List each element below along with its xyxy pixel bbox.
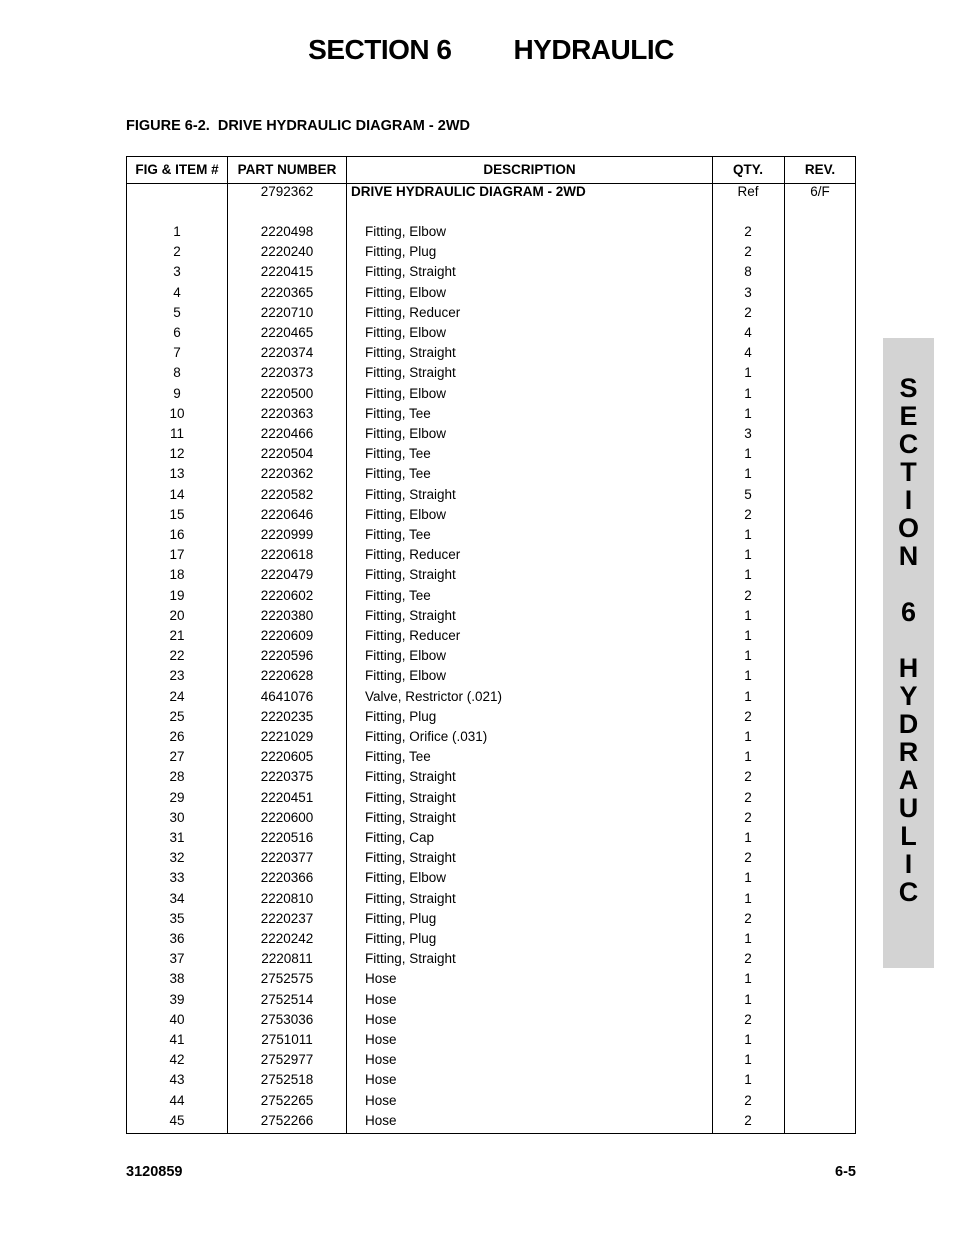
quantity: 2 bbox=[744, 1092, 752, 1108]
item-number: 17 bbox=[169, 547, 185, 563]
quantity: 2 bbox=[744, 910, 752, 926]
description: Fitting, Straight bbox=[365, 264, 456, 280]
table-row bbox=[127, 929, 855, 949]
main-rev: 6/F bbox=[810, 184, 830, 199]
quantity: 2 bbox=[744, 244, 752, 260]
header-part-number: PART NUMBER bbox=[237, 162, 337, 177]
item-number: 6 bbox=[173, 325, 181, 340]
main-description: DRIVE HYDRAULIC DIAGRAM - 2WD bbox=[351, 184, 586, 199]
part-number: 2220582 bbox=[260, 486, 314, 502]
main-qty: Ref bbox=[737, 184, 759, 199]
part-number: 2220618 bbox=[260, 547, 314, 563]
table-row bbox=[127, 262, 855, 282]
table-row bbox=[127, 868, 855, 888]
description: Fitting, Tee bbox=[365, 749, 431, 765]
part-number: 2752575 bbox=[260, 971, 314, 987]
description: Fitting, Straight bbox=[365, 486, 456, 502]
quantity: 4 bbox=[744, 325, 752, 340]
table-row bbox=[127, 1091, 855, 1111]
table-row bbox=[127, 889, 855, 909]
quantity: 2 bbox=[744, 809, 752, 825]
item-number: 37 bbox=[169, 951, 185, 967]
part-number: 2220366 bbox=[260, 870, 314, 886]
description: Fitting, Straight bbox=[365, 809, 456, 825]
item-number: 14 bbox=[169, 486, 185, 502]
part-number: 2220516 bbox=[260, 830, 314, 845]
quantity: 2 bbox=[744, 304, 752, 320]
table-row bbox=[127, 505, 855, 525]
description: Hose bbox=[365, 971, 397, 987]
part-number: 2220363 bbox=[260, 405, 314, 421]
page-title bbox=[0, 34, 954, 66]
quantity: 3 bbox=[744, 426, 752, 441]
part-number: 2220811 bbox=[261, 951, 313, 967]
description: Fitting, Plug bbox=[365, 931, 437, 946]
item-number: 25 bbox=[169, 708, 185, 724]
item-number: 42 bbox=[169, 1052, 185, 1068]
table-row bbox=[127, 424, 855, 444]
section-name: HYDRAULIC bbox=[513, 34, 674, 65]
quantity: 2 bbox=[744, 224, 752, 239]
item-number: 24 bbox=[169, 688, 185, 704]
table-row bbox=[127, 283, 855, 303]
part-number: 2220479 bbox=[260, 567, 314, 583]
part-number: 2220237 bbox=[260, 910, 314, 926]
table-row bbox=[127, 606, 855, 626]
part-number: 2220504 bbox=[260, 446, 314, 462]
description: Fitting, Plug bbox=[365, 244, 437, 260]
quantity: 1 bbox=[744, 991, 752, 1007]
quantity: 4 bbox=[744, 345, 752, 361]
header-qty: QTY. bbox=[732, 162, 763, 177]
quantity: 1 bbox=[744, 931, 752, 946]
table-row bbox=[127, 767, 855, 787]
quantity: 2 bbox=[744, 1011, 752, 1027]
description: Fitting, Straight bbox=[365, 850, 456, 866]
item-number: 8 bbox=[173, 365, 181, 381]
part-number: 2220240 bbox=[260, 244, 314, 260]
table-row bbox=[127, 969, 855, 989]
description: Fitting, Elbow bbox=[365, 870, 447, 886]
table-row bbox=[127, 242, 855, 262]
table-row bbox=[127, 586, 855, 606]
description: Fitting, Elbow bbox=[365, 325, 447, 340]
side-tab-letter: 6 bbox=[900, 597, 917, 627]
item-number: 36 bbox=[169, 931, 185, 946]
table-row bbox=[127, 1050, 855, 1070]
part-number: 2220609 bbox=[260, 628, 314, 643]
table-row bbox=[127, 828, 855, 848]
item-number: 20 bbox=[169, 607, 185, 623]
table-row bbox=[127, 788, 855, 808]
part-number: 2752514 bbox=[260, 991, 314, 1007]
table-row bbox=[127, 687, 855, 707]
side-tab-letter: L bbox=[900, 821, 917, 851]
quantity: 5 bbox=[744, 486, 752, 502]
quantity: 2 bbox=[744, 1112, 752, 1128]
part-number: 2220375 bbox=[260, 769, 314, 785]
item-number: 29 bbox=[169, 789, 185, 805]
item-number: 5 bbox=[173, 304, 181, 320]
item-number: 13 bbox=[169, 466, 185, 482]
quantity: 1 bbox=[744, 385, 752, 401]
table-row bbox=[127, 949, 855, 969]
table-row bbox=[127, 1111, 855, 1131]
side-tab-letter: E bbox=[899, 401, 918, 431]
part-number: 2220596 bbox=[260, 648, 314, 664]
quantity: 1 bbox=[744, 365, 752, 381]
item-number: 18 bbox=[169, 567, 185, 583]
description: Fitting, Straight bbox=[365, 789, 456, 805]
part-number: 2220646 bbox=[260, 506, 314, 522]
part-number: 2220710 bbox=[260, 304, 314, 320]
description: Hose bbox=[365, 1112, 397, 1128]
table-row bbox=[127, 343, 855, 363]
item-number: 32 bbox=[169, 850, 185, 866]
table-row bbox=[127, 747, 855, 767]
part-number: 2220380 bbox=[260, 607, 314, 623]
quantity: 1 bbox=[744, 749, 752, 765]
quantity: 1 bbox=[744, 1072, 752, 1088]
description: Hose bbox=[365, 1011, 397, 1027]
part-number: 2220373 bbox=[260, 365, 314, 381]
quantity: 1 bbox=[744, 1052, 752, 1068]
item-number: 38 bbox=[169, 971, 185, 987]
description: Valve, Restrictor (.021) bbox=[365, 688, 503, 704]
side-tab-letter: Y bbox=[899, 681, 918, 711]
quantity: 1 bbox=[744, 688, 752, 704]
description: Fitting, Elbow bbox=[365, 224, 447, 239]
item-number: 3 bbox=[173, 264, 181, 280]
description: Fitting, Cap bbox=[365, 830, 435, 845]
quantity: 1 bbox=[744, 971, 752, 987]
item-number: 21 bbox=[169, 628, 185, 643]
table-row bbox=[127, 565, 855, 585]
description: Fitting, Straight bbox=[365, 607, 456, 623]
description: Fitting, Tee bbox=[365, 446, 431, 462]
part-number: 2752518 bbox=[260, 1072, 314, 1088]
part-number: 2220242 bbox=[260, 931, 314, 946]
description: Fitting, Plug bbox=[365, 910, 437, 926]
table-row bbox=[127, 384, 855, 404]
part-number: 2220600 bbox=[260, 809, 314, 825]
quantity: 1 bbox=[744, 668, 752, 684]
item-number: 33 bbox=[169, 870, 185, 886]
description: Hose bbox=[365, 991, 397, 1007]
item-number: 12 bbox=[169, 446, 185, 462]
description: Hose bbox=[365, 1092, 397, 1108]
item-number: 2 bbox=[173, 244, 181, 260]
quantity: 1 bbox=[744, 729, 752, 744]
item-number: 45 bbox=[169, 1112, 185, 1128]
item-number: 34 bbox=[169, 890, 185, 906]
header-fig-item: FIG & ITEM # bbox=[135, 162, 219, 177]
quantity: 1 bbox=[744, 446, 752, 462]
parts-table bbox=[126, 156, 856, 1134]
description: Fitting, Plug bbox=[365, 708, 437, 724]
item-number: 4 bbox=[173, 284, 181, 300]
part-number: 2220628 bbox=[260, 668, 314, 684]
table-row bbox=[127, 464, 855, 484]
item-number: 26 bbox=[169, 729, 185, 744]
description: Hose bbox=[365, 1052, 397, 1068]
item-number: 39 bbox=[169, 991, 185, 1007]
section-label: SECTION 6 bbox=[308, 34, 452, 65]
part-number: 2220466 bbox=[260, 426, 314, 441]
description: Fitting, Straight bbox=[365, 769, 456, 785]
table-row bbox=[127, 808, 855, 828]
item-number: 15 bbox=[169, 506, 185, 522]
part-number: 2752265 bbox=[260, 1092, 314, 1108]
quantity: 2 bbox=[744, 850, 752, 866]
part-number: 2753036 bbox=[260, 1011, 314, 1027]
part-number: 2220415 bbox=[260, 264, 314, 280]
description: Fitting, Elbow bbox=[365, 426, 447, 441]
header-rev: REV. bbox=[804, 162, 836, 177]
side-tab-letter: C bbox=[898, 429, 919, 459]
table-row bbox=[127, 545, 855, 565]
item-number: 40 bbox=[169, 1011, 185, 1027]
quantity: 1 bbox=[744, 567, 752, 583]
table-row bbox=[127, 909, 855, 929]
table-row bbox=[127, 323, 855, 343]
table-row bbox=[127, 444, 855, 464]
table-row bbox=[127, 666, 855, 686]
description: Fitting, Straight bbox=[365, 365, 456, 381]
section-side-tab bbox=[883, 338, 934, 968]
quantity: 1 bbox=[744, 1032, 752, 1047]
table-row bbox=[127, 303, 855, 323]
part-number: 2751011 bbox=[261, 1032, 313, 1047]
item-number: 19 bbox=[169, 587, 185, 603]
item-number: 31 bbox=[169, 830, 185, 845]
item-number: 22 bbox=[169, 648, 185, 664]
part-number: 2221029 bbox=[260, 729, 314, 744]
quantity: 2 bbox=[744, 587, 752, 603]
description: Fitting, Elbow bbox=[365, 385, 447, 401]
table-row bbox=[127, 626, 855, 646]
description: Fitting, Elbow bbox=[365, 648, 447, 664]
item-number: 16 bbox=[169, 527, 185, 542]
part-number: 2220602 bbox=[260, 587, 314, 603]
side-tab-letter: O bbox=[897, 513, 919, 543]
part-number: 4641076 bbox=[260, 688, 314, 704]
part-number: 2220235 bbox=[260, 708, 314, 724]
figure-title: FIGURE 6-2. DRIVE HYDRAULIC DIAGRAM - 2WD bbox=[126, 118, 470, 134]
item-number: 10 bbox=[169, 405, 185, 421]
description: Hose bbox=[365, 1032, 397, 1047]
item-number: 28 bbox=[169, 769, 185, 785]
quantity: 1 bbox=[744, 830, 752, 845]
table-row bbox=[127, 848, 855, 868]
side-tab-letter: N bbox=[898, 541, 919, 571]
table-row bbox=[127, 727, 855, 747]
description: Fitting, Elbow bbox=[365, 284, 447, 300]
side-tab-letter: R bbox=[898, 737, 919, 767]
description: Fitting, Reducer bbox=[365, 628, 461, 643]
quantity: 2 bbox=[744, 769, 752, 785]
header-description: DESCRIPTION bbox=[483, 162, 576, 177]
side-tab-letter: A bbox=[898, 765, 919, 795]
quantity: 2 bbox=[744, 506, 752, 522]
part-number: 2220465 bbox=[260, 325, 314, 340]
quantity: 1 bbox=[744, 466, 752, 482]
part-number: 2220365 bbox=[260, 284, 314, 300]
quantity: 1 bbox=[744, 607, 752, 623]
description: Fitting, Straight bbox=[365, 345, 456, 361]
quantity: 2 bbox=[744, 789, 752, 805]
table-row bbox=[127, 646, 855, 666]
description: Fitting, Straight bbox=[365, 951, 456, 967]
table-header bbox=[127, 157, 855, 184]
quantity: 1 bbox=[744, 870, 752, 886]
description: Fitting, Reducer bbox=[365, 304, 461, 320]
item-number: 35 bbox=[169, 910, 185, 926]
side-tab-letter: C bbox=[898, 877, 919, 907]
item-number: 27 bbox=[169, 749, 185, 765]
item-number: 11 bbox=[169, 426, 184, 441]
description: Fitting, Elbow bbox=[365, 506, 447, 522]
part-number: 2752266 bbox=[260, 1112, 314, 1128]
quantity: 2 bbox=[744, 951, 752, 967]
table-row-main bbox=[127, 182, 855, 202]
page-number: 6-5 bbox=[835, 1164, 856, 1180]
quantity: 8 bbox=[744, 264, 752, 280]
item-number: 1 bbox=[173, 224, 181, 239]
part-number: 2220605 bbox=[260, 749, 314, 765]
description: Fitting, Straight bbox=[365, 890, 456, 906]
part-number: 2220377 bbox=[260, 850, 314, 866]
side-tab-letter: I bbox=[904, 485, 913, 515]
description: Fitting, Orifice (.031) bbox=[365, 729, 488, 744]
doc-number: 3120859 bbox=[126, 1164, 183, 1180]
part-number: 2220810 bbox=[260, 890, 314, 906]
table-row bbox=[127, 485, 855, 505]
side-tab-letter: D bbox=[898, 709, 919, 739]
side-tab-letter: S bbox=[899, 373, 918, 403]
quantity: 1 bbox=[744, 890, 752, 906]
part-number: 2220999 bbox=[260, 527, 314, 542]
item-number: 9 bbox=[173, 385, 181, 401]
part-number: 2220500 bbox=[260, 385, 314, 401]
description: Fitting, Reducer bbox=[365, 547, 461, 563]
quantity: 1 bbox=[744, 547, 752, 563]
part-number: 2220451 bbox=[260, 789, 314, 805]
item-number: 30 bbox=[169, 809, 185, 825]
item-number: 43 bbox=[169, 1072, 185, 1088]
description: Fitting, Tee bbox=[365, 527, 431, 542]
part-number: 2220498 bbox=[260, 224, 314, 239]
table-row bbox=[127, 1070, 855, 1090]
table-row bbox=[127, 1030, 855, 1050]
quantity: 1 bbox=[744, 527, 752, 542]
quantity: 3 bbox=[744, 284, 752, 300]
description: Fitting, Tee bbox=[365, 587, 431, 603]
item-number: 7 bbox=[173, 345, 181, 361]
part-number: 2220374 bbox=[260, 345, 314, 361]
quantity: 1 bbox=[744, 405, 752, 421]
table-row bbox=[127, 404, 855, 424]
table-row bbox=[127, 990, 855, 1010]
item-number: 41 bbox=[169, 1032, 185, 1047]
description: Fitting, Straight bbox=[365, 567, 456, 583]
quantity: 1 bbox=[744, 648, 752, 664]
table-row bbox=[127, 363, 855, 383]
quantity: 2 bbox=[744, 708, 752, 724]
table-row bbox=[127, 707, 855, 727]
side-tab-letter: T bbox=[900, 457, 917, 487]
description: Fitting, Tee bbox=[365, 466, 431, 482]
table-row bbox=[127, 1010, 855, 1030]
description: Fitting, Tee bbox=[365, 405, 431, 421]
description: Hose bbox=[365, 1072, 397, 1088]
part-number: 2752977 bbox=[260, 1052, 314, 1068]
table-row bbox=[127, 525, 855, 545]
part-number: 2220362 bbox=[260, 466, 314, 482]
item-number: 44 bbox=[169, 1092, 185, 1108]
side-tab-letter: U bbox=[898, 793, 919, 823]
description: Fitting, Elbow bbox=[365, 668, 447, 684]
table-row bbox=[127, 222, 855, 242]
main-part-number: 2792362 bbox=[260, 184, 314, 199]
quantity: 1 bbox=[744, 628, 752, 643]
side-tab-letter: H bbox=[898, 653, 919, 683]
side-tab-letter: I bbox=[904, 849, 913, 879]
item-number: 23 bbox=[169, 668, 185, 684]
